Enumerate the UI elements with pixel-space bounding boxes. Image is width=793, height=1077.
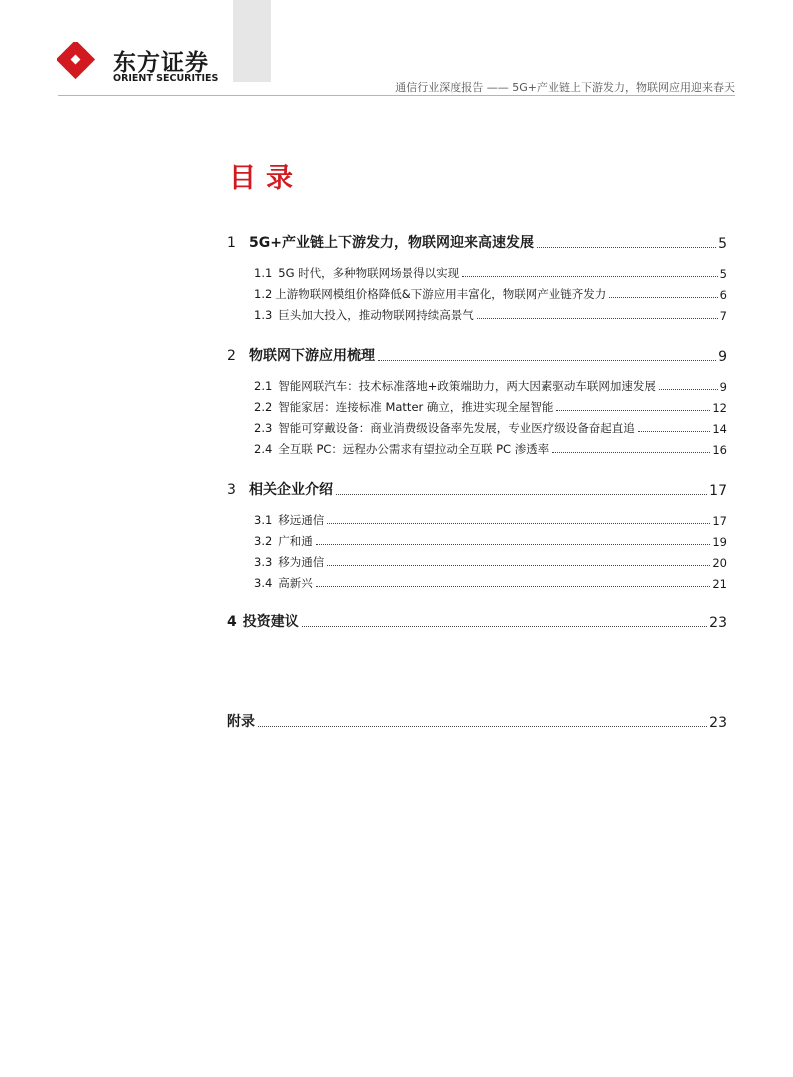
toc-leader-dots [327,523,710,524]
toc-section-number: 4 [227,614,237,630]
toc-title: 目录 [229,163,303,194]
toc-leader-dots [302,626,707,627]
toc-leader-dots [258,726,707,727]
toc-item-label: 巨头加大投入，推动物联网持续高景气 [278,308,474,322]
toc-section-number: 1 [227,235,236,251]
header-divider [58,95,735,96]
toc-leader-dots [609,297,717,298]
toc-section-label: 5G+产业链上下游发力，物联网迎来高速发展 [249,235,534,251]
toc-page-number: 23 [709,615,727,631]
toc-section-2[interactable] [227,345,727,365]
toc-page-number: 9 [718,349,727,365]
toc-section-4[interactable] [227,611,727,631]
toc-item-label: 上游物联网模组价格降低&下游应用丰富化，物联网产业链齐发力 [275,287,607,301]
toc-leader-dots [556,410,710,411]
toc-item-number: 3.4 [254,576,273,590]
toc-item-2-3[interactable] [254,419,727,436]
toc-item-label: 5G 时代，多种物联网场景得以实现 [278,266,460,280]
toc-item-number: 2.3 [254,421,273,435]
toc-item-3-1[interactable] [254,511,727,528]
toc-page-number: 21 [712,577,727,591]
toc-section-3[interactable] [227,479,727,499]
toc-item-number: 1.3 [254,308,273,322]
toc-page-number: 7 [719,309,727,323]
logo-chinese-name: 东方证券 [113,50,209,76]
toc-item-2-4[interactable] [254,440,727,457]
toc-item-label: 智能可穿戴设备：商业消费级设备率先发展，专业医疗级设备奋起直追 [278,421,635,435]
toc-item-number: 3.2 [254,534,273,548]
logo-english-name: ORIENT SECURITIES [113,73,219,84]
toc-item-2-2[interactable] [254,398,727,415]
toc-page-number: 23 [709,715,727,731]
toc-leader-dots [462,276,717,277]
toc-item-label: 移为通信 [278,555,325,569]
toc-section-number: 3 [227,482,236,498]
toc-appendix[interactable] [227,711,727,731]
toc-section-1[interactable] [227,232,727,252]
toc-item-label: 广和通 [278,534,313,548]
toc-leader-dots [378,360,716,361]
toc-section-label: 相关企业介绍 [249,482,333,498]
toc-page-number: 14 [712,422,727,436]
toc-item-label: 智能网联汽车：技术标准落地+政策端助力，两大因素驱动车联网加速发展 [278,379,656,393]
toc-item-number: 2.4 [254,442,273,456]
toc-section-label: 物联网下游应用梳理 [249,348,375,364]
toc-item-1-1[interactable] [254,264,727,281]
toc-item-label: 智能家居：连接标准 Matter 确立，推进实现全屋智能 [278,400,554,414]
toc-item-1-2[interactable] [254,285,727,302]
toc-page-number: 16 [712,443,727,457]
toc-item-3-3[interactable] [254,553,727,570]
toc-leader-dots [316,586,711,587]
toc-leader-dots [537,247,716,248]
toc-leader-dots [316,544,711,545]
toc-page-number: 6 [719,288,727,302]
toc-item-label: 高新兴 [278,576,313,590]
toc-item-1-3[interactable] [254,306,727,323]
toc-item-number: 2.1 [254,379,273,393]
toc-leader-dots [659,389,718,390]
toc-page-number: 12 [712,401,727,415]
toc-leader-dots [336,494,707,495]
company-logo [57,42,227,86]
toc-leader-dots [327,565,710,566]
toc-item-number: 3.3 [254,555,273,569]
toc-section-label: 投资建议 [242,614,299,630]
toc-leader-dots [638,431,711,432]
toc-leader-dots [552,452,710,453]
toc-page-number: 17 [709,483,727,499]
toc-page-number: 5 [718,236,727,252]
header-gray-band [233,0,271,82]
toc-leader-dots [477,318,718,319]
toc-page-number: 20 [712,556,727,570]
toc-item-number: 3.1 [254,513,273,527]
toc-item-number: 1.2 [254,287,273,301]
toc-page-number: 9 [719,380,727,394]
toc-item-label: 全互联 PC：远程办公需求有望拉动全互联 PC 渗透率 [278,442,550,456]
orient-logo-icon [57,42,103,88]
report-title-header: 通信行业深度报告 —— 5G+产业链上下游发力，物联网应用迎来春天 [395,81,735,94]
toc-item-number: 1.1 [254,266,273,280]
toc-item-2-1[interactable] [254,377,727,394]
toc-appendix-label: 附录 [227,714,255,730]
toc-section-number: 2 [227,348,236,364]
toc-item-3-4[interactable] [254,574,727,591]
toc-item-number: 2.2 [254,400,273,414]
toc-page-number: 5 [719,267,727,281]
toc-page-number: 17 [712,514,727,528]
toc-item-3-2[interactable] [254,532,727,549]
toc-page-number: 19 [712,535,727,549]
toc-item-label: 移远通信 [278,513,325,527]
